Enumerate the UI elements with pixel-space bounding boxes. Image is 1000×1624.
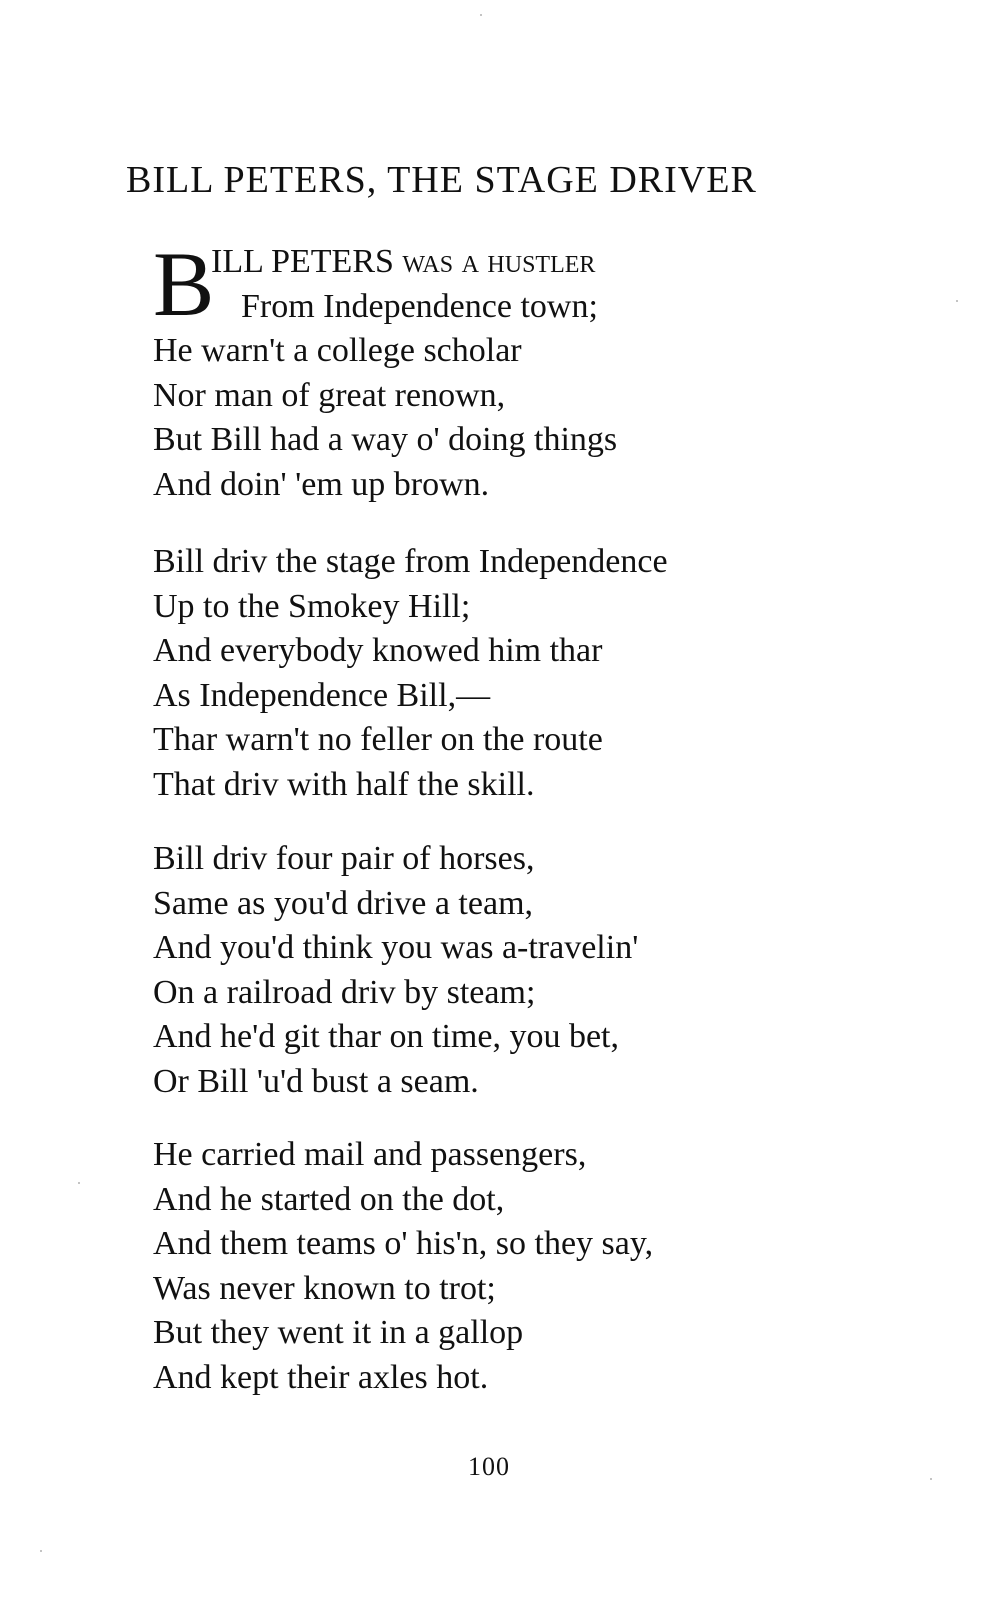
paper-speck [78,1182,80,1184]
poem-line: And he started on the dot, [153,1180,505,1218]
poem-line: But Bill had a way o' doing things [153,421,618,458]
poem-line: And them teams o' his'n, so they say, [153,1225,654,1262]
paper-speck [956,300,958,302]
poem-line: On a railroad driv by steam; [153,973,536,1011]
poem-line: And doin' 'em up brown. [153,465,490,503]
poem-line: Or Bill 'u'd bust a seam. [153,1062,479,1100]
poem-line: Same as you'd drive a team, [153,884,534,922]
stanza-1 [153,233,618,507]
stanza-4 [153,1133,653,1400]
poem-line: But they went it in a gallop [153,1314,524,1351]
poem-line: Up to the Smokey Hill; [153,587,471,625]
page-number: 100 [468,1452,510,1481]
poem-line: Bill driv the stage from Independence [153,543,668,580]
poem-line: Was never known to trot; [153,1269,496,1307]
opening-lines [153,233,617,335]
poem-line: He carried mail and passengers, [153,1136,587,1173]
poem-line: Nor man of great renown, [153,376,506,414]
poem-line: And he'd git thar on time, you bet, [153,1018,619,1055]
poem-line: Thar warn't no feller on the route [153,721,603,758]
poem-line: ILL PETERS was a hustler [211,243,596,280]
paper-speck [480,14,482,16]
poem-line: And everybody knowed him thar [153,632,603,669]
poem-line: And kept their axles hot. [153,1358,489,1396]
poem-line: And you'd think you was a-travelin' [153,929,639,966]
paper-speck [40,1550,42,1552]
poem-line: As Independence Bill,— [153,676,491,714]
poem-line: Bill driv four pair of horses, [153,840,535,877]
stanza-3 [153,837,638,1104]
poem-title: BILL PETERS, THE STAGE DRIVER [126,159,757,201]
poem-line: That driv with half the skill. [153,765,535,803]
paper-speck [930,1478,932,1480]
poem-line: He warn't a college scholar [153,332,522,369]
poem-line: From Independence town; [241,287,598,325]
drop-cap: B [153,233,215,335]
stanza-2 [153,540,668,807]
